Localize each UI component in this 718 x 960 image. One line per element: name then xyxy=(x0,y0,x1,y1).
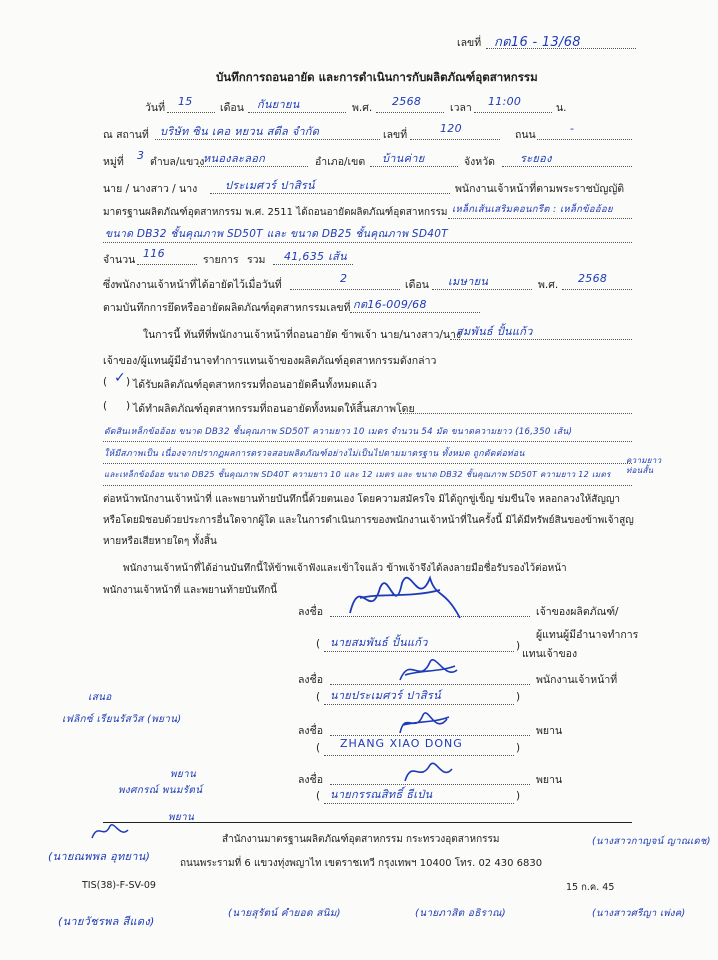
amphoe-label: อำเภอ/เขต xyxy=(315,156,366,168)
owner-text: ในการนี้ ทันทีที่พนักงานเจ้าหน้าที่ถอนอายัด ข้าพเจ้า นาย/นางสาว/นาง xyxy=(143,329,462,341)
signer-name: นายกรรณสิทธิ์ ธีเป่น xyxy=(330,788,433,801)
option-2-label: ได้ทำผลิตภัณฑ์อุตสาหกรรมที่ถอนอายัดทั้งหมดให้สิ้นสภาพโดย xyxy=(133,403,415,415)
road-label: ถนน xyxy=(515,129,536,141)
disposal-line: ให้มีสภาพเป็น เนื่องจากปรากฏผลการตรวจสอบผลิตภัณฑ์อย่างไม่เป็นไปตามมาตรฐาน ทั้งหมด ถูกตัดต่อท่อน xyxy=(104,449,525,459)
signer-name: นายประเมศวร์ ปาสิรน์ xyxy=(330,689,441,702)
seized-label: ซึ่งพนักงานเจ้าหน้าที่ได้อายัดไว้เมื่อวันที่ xyxy=(103,279,282,291)
consent-line: ต่อหน้าพนักงานเจ้าหน้าที่ และพยานท้ายบันทึกนี้ด้วยตนเอง โดยความสมัครใจ มิได้ถูกขู่เข็ญ ข่มขืนใจ หลอกลวงให้สัญญา xyxy=(103,494,621,505)
total-value: 41,635 เส้น xyxy=(284,250,347,263)
option-1-label: ได้รับผลิตภัณฑ์อุตสาหกรรมที่ถอนอายัดคืนทั้งหมดแล้ว xyxy=(133,379,378,391)
officer-signature xyxy=(395,650,465,690)
day-value: 15 xyxy=(178,95,193,108)
consent-line: หรือโดยมิชอบด้วยประการอื่นใดจากผู้ใด และในการดำเนินการของพนักงานเจ้าหน้าที่ในครั้งนี้ มิได้มีทรัพย์สินของข้าพเจ้าสูญ xyxy=(103,515,634,526)
place-label: ณ สถานที่ xyxy=(103,129,149,141)
margin-note: (นางสาวศรีญา เพ่งค) xyxy=(592,908,686,919)
moo-value: 3 xyxy=(137,149,145,162)
ref-label: ตามบันทึกการยึดหรืออายัดผลิตภัณฑ์อุตสาหกรรมเลขที่ xyxy=(103,302,351,314)
consent-line: หายหรือเสียหายใดๆ ทั้งสิ้น xyxy=(103,536,217,547)
month-label: เดือน xyxy=(220,102,244,114)
year-label: พ.ศ. xyxy=(352,102,373,114)
ref-value: กต16-009/68 xyxy=(353,298,427,311)
officer-suffix: พนักงานเจ้าหน้าที่ตามพระราชบัญญัติ xyxy=(455,183,625,195)
seized-year: 2568 xyxy=(578,272,608,285)
place-no-label: เลขที่ xyxy=(383,129,408,141)
road-value: - xyxy=(570,122,575,135)
margin-note: (นางสาวกาญจน์ ญาณเดช) xyxy=(592,836,711,847)
signer-name: นายสมพันธ์ ปั้นแก้ว xyxy=(330,636,428,649)
moo-label: หมู่ที่ xyxy=(103,156,124,168)
time-value: 11:00 xyxy=(488,95,522,108)
margin-note: (นายณพพล อุทยาน) xyxy=(48,850,151,863)
sign-role: พยาน xyxy=(536,725,563,737)
sign-label: ลงชื่อ xyxy=(298,674,323,686)
time-unit: น. xyxy=(556,102,567,114)
time-label: เวลา xyxy=(450,102,472,114)
year-value: 2568 xyxy=(392,95,422,108)
province-label: จังหวัด xyxy=(464,156,495,168)
product-line-1: เหล็กเส้นเสริมคอนกรีต : เหล็กข้ออ้อย xyxy=(452,204,613,215)
product-line-2: ขนาด DB32 ชั้นคุณภาพ SD50T และ ขนาด DB25 ชั้นคุณภาพ SD40T xyxy=(105,228,448,240)
disposal-line: ตัดสินเหล็กข้ออ้อย ขนาด DB32 ชั้นคุณภาพ SD50T ความยาว 10 เมตร จำนวน 54 มัด ขนาดความยาว (16,350 เส้น) xyxy=(104,427,573,437)
margin-initials xyxy=(90,820,130,844)
qty-value: 116 xyxy=(143,247,165,260)
place-no-value: 120 xyxy=(440,122,462,135)
margin-note: (นายวัชรพล สีแดง) xyxy=(58,915,155,928)
margin-note: (นายสุรัตน์ คำยอด สนิม) xyxy=(228,908,341,919)
sign-label: ลงชื่อ xyxy=(298,774,323,786)
tambon-value: หนองละลอก xyxy=(203,152,266,165)
form-code: TIS(38)-F-SV-09 xyxy=(82,880,156,891)
doc-number-value: กต16 - 13/68 xyxy=(494,35,581,50)
seized-month: เมษายน xyxy=(448,275,489,288)
seized-day: 2 xyxy=(340,272,348,285)
margin-note: พยาน xyxy=(168,812,195,823)
margin-note: เสนอ xyxy=(88,692,112,703)
sign-role: แทนเจ้าของ xyxy=(522,648,578,660)
officer-name: ประเมศวร์ ปาสิรน์ xyxy=(225,179,315,192)
act-line: มาตรฐานผลิตภัณฑ์อุตสาหกรรม พ.ศ. 2511 ได้ถอนอายัดผลิตภัณฑ์อุตสาหกรรม xyxy=(103,207,448,218)
items-label: รายการ xyxy=(203,254,239,266)
sign-role: พยาน xyxy=(536,774,563,786)
day-label: วันที่ xyxy=(145,102,165,114)
margin-note: เฟลิกซ์ เรียนรัสวิส (พยาน) xyxy=(62,714,182,725)
owner-line-2: เจ้าของ/ผู้แทนผู้มีอำนาจทำการแทนเจ้าของผลิตภัณฑ์อุตสาหกรรมดังกล่าว xyxy=(103,355,437,367)
disposal-margin-note: ความยาว ท่อนสั้น xyxy=(626,456,662,475)
seized-year-label: พ.ศ. xyxy=(538,279,559,291)
amphoe-value: บ้านค่าย xyxy=(382,152,425,165)
owner-signature xyxy=(340,568,480,628)
tambon-label: ตำบล/แขวง xyxy=(150,156,205,168)
place-value: บริษัท ซิน เคอ หยวน สตีล จำกัด xyxy=(160,125,320,138)
footer-office: สำนักงานมาตรฐานผลิตภัณฑ์อุตสาหกรรม กระทรวงอุตสาหกรรม xyxy=(222,834,500,845)
form-date: 15 ก.ค. 45 xyxy=(566,882,615,893)
total-label: รวม xyxy=(247,254,266,266)
doc-number-label: เลขที่ xyxy=(457,37,482,49)
sign-role: เจ้าของผลิตภัณฑ์/ xyxy=(536,606,619,618)
officer-prefix: นาย / นางสาว / นาง xyxy=(103,183,198,195)
margin-note: พยาน xyxy=(170,769,197,780)
margin-note: พงศกรณ์ พนมรัตน์ xyxy=(118,785,203,796)
province-value: ระยอง xyxy=(520,152,552,165)
seized-month-label: เดือน xyxy=(405,279,429,291)
month-value: กันยายน xyxy=(257,98,300,111)
footer-rule xyxy=(103,822,632,823)
owner-name: สมพันธ์ ปั้นแก้ว xyxy=(456,325,533,338)
sign-role: พนักงานเจ้าหน้าที่ xyxy=(536,674,618,686)
sign-label: ลงชื่อ xyxy=(298,606,323,618)
doc-title: บันทึกการถอนอายัด และการดำเนินการกับผลิตภัณฑ์อุตสาหกรรม xyxy=(216,70,538,84)
sign-role: ผู้แทนผู้มีอำนาจทำการ xyxy=(536,629,639,641)
margin-note: (นายภาสิต อธิราณ) xyxy=(415,908,506,919)
option-1-checkmark: ✓ xyxy=(114,370,127,386)
qty-label: จำนวน xyxy=(103,254,136,266)
sign-label: ลงชื่อ xyxy=(298,725,323,737)
signer-name: ZHANG XIAO DONG xyxy=(340,737,463,750)
footer-address: ถนนพระรามที่ 6 แขวงทุ่งพญาไท เขตราชเทวี กรุงเทพฯ 10400 โทร. 02 430 6830 xyxy=(180,858,543,869)
read-line: พนักงานเจ้าหน้าที่ได้อ่านบันทึกนี้ให้ข้าพเจ้าฟังและเข้าใจแล้ว ข้าพเจ้าจึงได้ลงลายมือชื่อรับรองไว้ต่อหน้า xyxy=(123,563,567,574)
read-line: พนักงานเจ้าหน้าที่ และพยานท้ายบันทึกนี้ xyxy=(103,585,278,596)
document-page: เลขที่ กต16 - 13/68 บันทึกการถอนอายัด และการดำเนินการกับผลิตภัณฑ์อุตสาหกรรม วันที่ 15 เดือน กันยายน พ.ศ. 2568 เวลา 11:00 น. ณ สถานที่ บริษัท ซิน เคอ หยวน สตีล จำกัด เลขที่ 120 ถนน - หมู่ที่ 3 ตำบล/แขวง หนองละลอก อำเภอ/เขต บ้านค่าย จังหวัด ระยอง นาย / นางสาว / นาง ประเมศวร์ ปาสิรน์ พนักงานเจ้าหน้าที่ตามพระราชบัญญัติ มาตรฐานผลิตภัณฑ์อุตสาหกรรม พ.ศ. 2511 ได้ถอนอายัดผลิตภัณฑ์อุตสาหกรรม เหล็กเส้นเสริมคอนกรีต : เหล็กข้ออ้อย ขนาด DB32 ชั้นคุณภาพ SD50T และ ขนาด DB25 ชั้นคุณภาพ SD40T จำนวน 116 รายการ รวม 41,635 เส้น ซึ่งพนักงานเจ้าหน้าที่ได้อายัดไว้เมื่อวันที่ 2 เดือน เมษายน พ.ศ. 2568 ตามบันทึกการยึดหรืออายัดผลิตภัณฑ์อุตสาหกรรมเลขที่ กต16-009/68 ในการนี้ ทันทีที่พนักงานเจ้าหน้าที่ถอนอายัด ข้าพเจ้า นาย/นางสาว/นาง สมพันธ์ ปั้นแก้ว เจ้าของ/ผู้แทนผู้มีอำนาจทำการแทนเจ้าของผลิตภัณฑ์อุตสาหกรรมดังกล่าว ( ✓ ) ได้รับผลิตภัณฑ์อุตสาหกรรมที่ถอนอายัดคืนทั้งหมดแล้ว ( ) ได้ทำผลิตภัณฑ์อุตสาหกรรมที่ถอนอายัดทั้งหมดให้สิ้นสภาพโดย ตัดสินเหล็กข้ออ้อย ขนาด DB32 ชั้นคุณภาพ SD50T ความยาว 10 เมตร จำนวน 54 มัด ขนาดความยาว (16,350 เส้น) ให้มีสภาพเป็น เนื่องจากปรากฏผลการตรวจสอบผลิตภัณฑ์อย่างไม่เป็นไปตามมาตรฐาน ทั้งหมด ถูกตัดต่อท่อน และเหล็กข้ออ้อย ขนาด DB25 ชั้นคุณภาพ SD40T ความยาว 10 และ 12 เมตร และ ขนาด DB32 ชั้นคุณภาพ SD50T ความยาว 12 เมตร ความยาว ท่อนสั้น ต่อหน้าพนักงานเจ้าหน้าที่ และพยานท้ายบันทึกนี้ด้วยตนเอง โดยความสมัครใจ มิได้ถูกขู่เข็ญ ข่มขืนใจ หลอกลวงให้สัญญา หรือโดยมิชอบด้วยประการอื่นใดจากผู้ใด และในการดำเนินการของพนักงานเจ้าหน้าที่ในครั้งนี้ มิได้มีทรัพย์สินของข้าพเจ้าสูญ หายหรือเสียหายใดๆ ทั้งสิ้น พนักงานเจ้าหน้าที่ได้อ่านบันทึกนี้ให้ข้าพเจ้าฟังและเข้าใจแล้ว ข้าพเจ้าจึงได้ลงลายมือชื่อรับรองไว้ต่อหน้า พนักงานเจ้าหน้าที่ และพยานท้ายบันทึกนี้ ลงชื่อ เจ้าของผลิตภัณฑ์/ ผู้แทนผู้มีอำนาจทำการ ( นายสมพันธ์ ปั้นแก้ว ) แทนเจ้าของ ลงชื่อ พนักงานเจ้าหน้าที่ ( นายประเมศวร์ ปาสิรน์ ) ลงชื่อ พยาน ( ZHANG XIAO DONG ) ลงชื่อ พยาน ( นายกรรณสิทธิ์ ธีเป่น ) เสนอ เฟลิกซ์ เรียนรัสวิส (พยาน) พยาน พงศกรณ์ พนมรัตน์ พยาน (นายณพพล อุทยาน) (นายวัชรพล สีแดง) (นายสุรัตน์ คำยอด สนิม) (นายภาสิต อธิราณ) (นางสาวกาญจน์ ญาณเดช) (นางสาวศรีญา เพ่งค) สำนักงานมาตรฐานผลิตภัณฑ์อุตสาหกรรม กระทรวงอุตสาหกรรม ถนนพระรามที่ 6 แขวงทุ่งพญาไท เขตราชเทวี กรุงเทพฯ 10400 โทร. 02 430 6830 TIS(38)-F-SV-09 15 ก.ค. 45 xyxy=(0,0,718,960)
disposal-line: และเหล็กข้ออ้อย ขนาด DB25 ชั้นคุณภาพ SD40T ความยาว 10 และ 12 เมตร และ ขนาด DB32 ชั้นคุณภาพ SD50T ความยาว 12 เมตร xyxy=(104,470,611,479)
